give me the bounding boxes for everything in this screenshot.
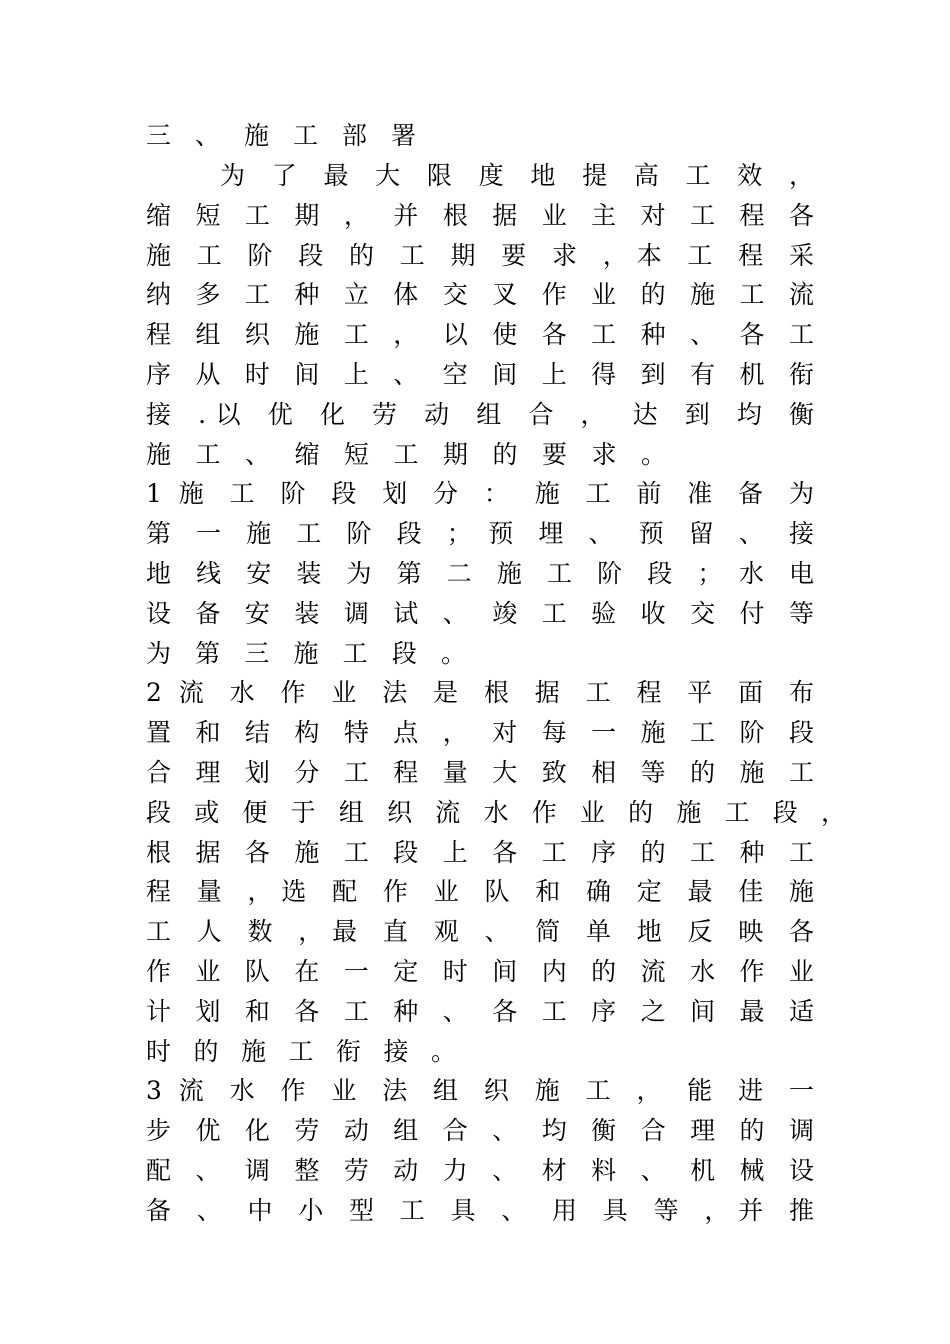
paragraph-line: 置 和 结 构 特 点 ， 对 每 一 施 工 阶 段	[146, 718, 814, 747]
paragraph-line: 配 、 调 整 劳 动 力 、 材 料 、 机 械 设	[146, 1156, 814, 1185]
paragraph-line: 地 线 安 装 为 第 二 施 工 阶 段 ； 水 电	[146, 559, 814, 588]
numbered-item-line: 3 流 水 作 业 法 组 织 施 工 ， 能 进 一	[146, 1076, 814, 1105]
paragraph-line: 缩 短 工 期 ， 并 根 据 业 主 对 工 程 各	[146, 201, 814, 230]
paragraph-line: 工 人 数 ，最 直 观 、 简 单 地 反 映 各	[146, 917, 814, 946]
paragraph-line: 为 了 最 大 限 度 地 提 高 工 效 ，	[220, 161, 814, 190]
paragraph-line: 时 的 施 工 衔 接 。	[146, 1037, 456, 1066]
paragraph-line: 程 量 ，选 配 作 业 队 和 确 定 最 佳 施	[146, 877, 814, 906]
paragraph-line: 根 据 各 施 工 段 上 各 工 序 的 工 种 工	[146, 838, 814, 867]
paragraph-line: 计 划 和 各 工 种 、 各 工 序 之 间 最 适	[146, 997, 814, 1026]
paragraph-line: 纳 多 工 种 立 体 交 叉 作 业 的 施 工 流	[146, 280, 814, 309]
paragraph-line: 备 、 中 小 型 工 具 、 用 具 等 ，并 推	[146, 1196, 814, 1225]
paragraph-line: 施 工 、 缩 短 工 期 的 要 求 。	[146, 440, 666, 469]
paragraph-line: 第 一 施 工 阶 段 ； 预 埋 、 预 留 、 接	[146, 519, 814, 548]
numbered-item-line: 1 施 工 阶 段 划 分 ： 施 工 前 准 备 为	[146, 479, 814, 508]
paragraph-line: 为 第 三 施 工 段 。	[146, 639, 466, 668]
paragraph-line: 接 .以 优 化 劳 动 组 合 ， 达 到 均 衡	[146, 400, 814, 429]
numbered-item-line: 2 流 水 作 业 法 是 根 据 工 程 平 面 布	[146, 678, 814, 707]
paragraph-line: 程 组 织 施 工 ， 以 使 各 工 种 、 各 工	[146, 320, 814, 349]
paragraph-line: 作 业 队 在 一 定 时 间 内 的 流 水 作 业	[146, 957, 814, 986]
paragraph-line: 段 或 便 于 组 织 流 水 作 业 的 施 工 段 ，	[146, 798, 846, 827]
paragraph-line: 合 理 划 分 工 程 量 大 致 相 等 的 施 工	[146, 758, 814, 787]
paragraph-line: 施 工 阶 段 的 工 期 要 求 ，本 工 程 采	[146, 241, 814, 270]
paragraph-line: 序 从 时 间 上 、 空 间 上 得 到 有 机 衔	[146, 360, 814, 389]
paragraph-line: 设 备 安 装 调 试 、 竣 工 验 收 交 付 等	[146, 599, 814, 628]
paragraph-line: 步 优 化 劳 动 组 合 、 均 衡 合 理 的 调	[146, 1116, 814, 1145]
section-heading: 三 、 施 工 部 署	[146, 121, 416, 150]
